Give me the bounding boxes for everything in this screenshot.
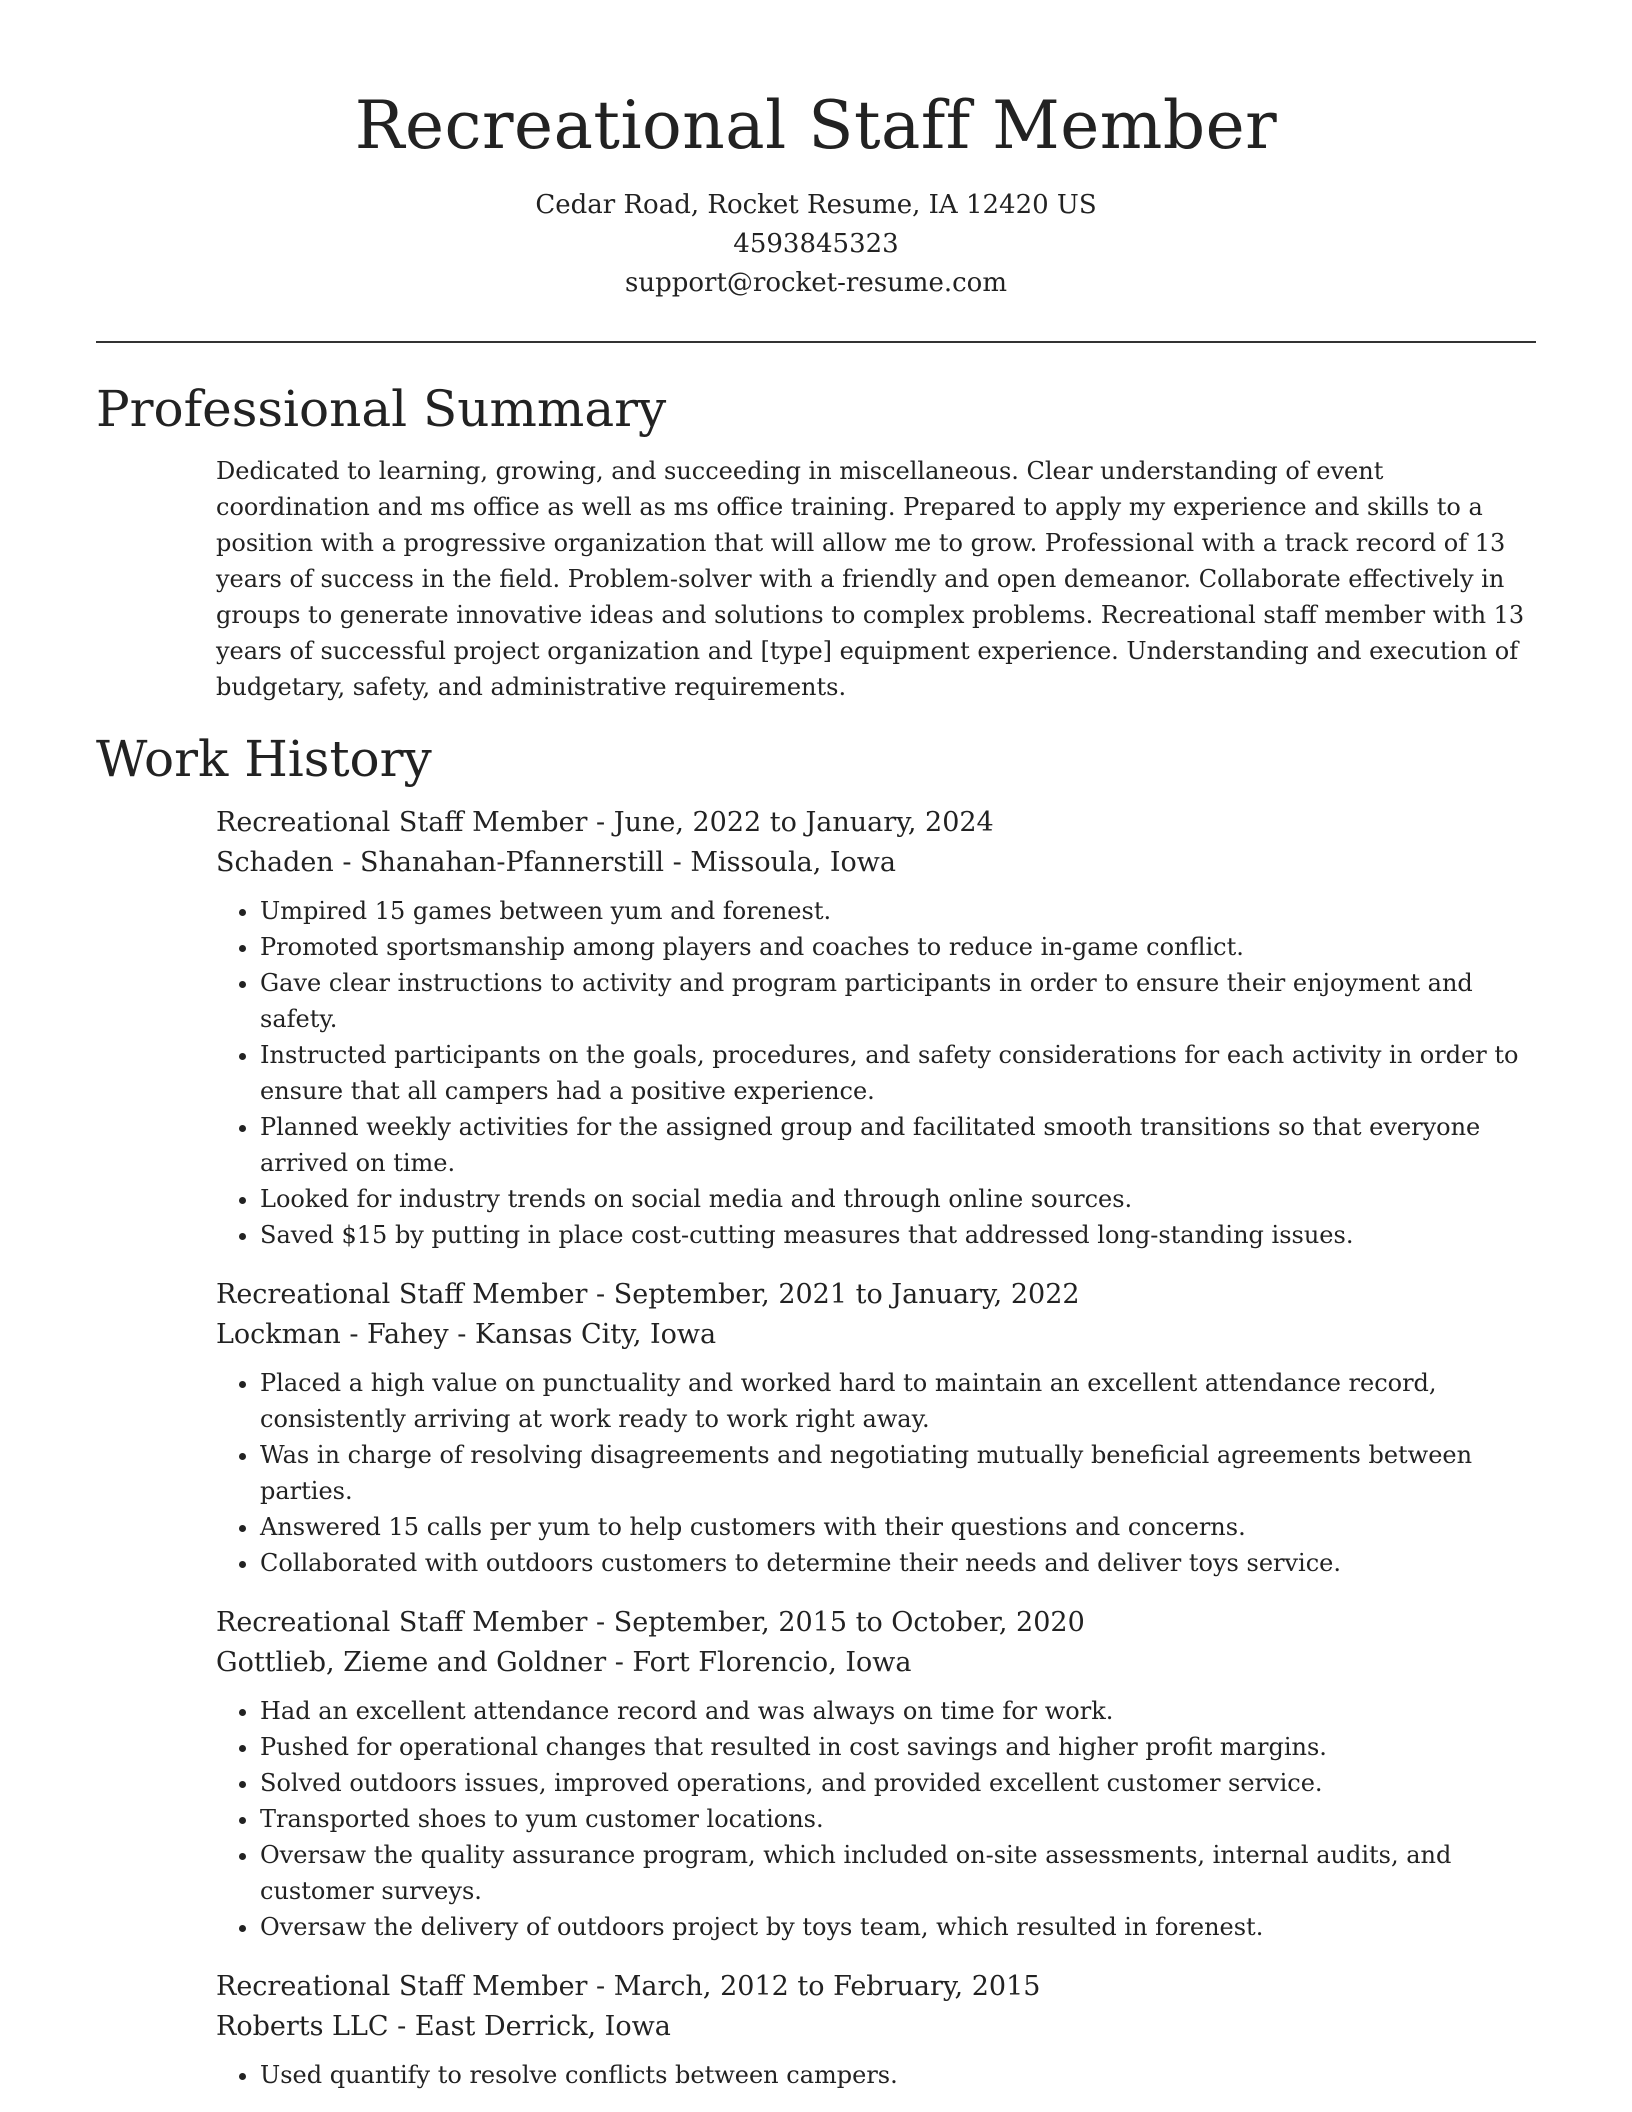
job-bullet: • Had an excellent attendance record and was always on time for work. (260, 1693, 1536, 1729)
job-location: - Kansas City, Iowa (448, 1319, 717, 1350)
job-bullet: • Oversaw the quality assurance program, which included on-site assessments, internal audits, and customer surveys. (260, 1837, 1536, 1909)
job-bullet: • Solved outdoors issues, improved operations, and provided excellent customer service. (260, 1765, 1536, 1801)
employer-name: Lockman - Fahey (216, 1319, 449, 1350)
job-title: Recreational Staff Member (216, 807, 588, 838)
job-dates: - March, 2012 to February, 2015 (587, 1971, 1041, 2002)
job-dates: - June, 2022 to January, 2024 (587, 807, 994, 838)
job-bullets (216, 893, 1536, 1253)
job-location: - Missoula, Iowa (664, 847, 896, 878)
job-dates: - September, 2015 to October, 2020 (587, 1607, 1085, 1638)
header-divider (96, 341, 1536, 343)
job-bullet: • Collaborated with outdoors customers to determine their needs and deliver toys service. (260, 1545, 1536, 1581)
employer-name: Schaden - Shanahan-Pfannerstill (216, 847, 665, 878)
summary-text: Dedicated to learning, growing, and succeeding in miscellaneous. Clear understanding of event coordination and ms office as well as ms office training. Prepared to apply my experience and skills to a position with a progressive organization that will allow me to grow. Professional with a track record of 13 years of success in the field. Problem-solver with a friendly and open demeanor. Collaborate effectively in groups to generate innovative ideas and solutions to complex problems. Recreational staff member with 13 years of successful project organization and [type] equipment experience. Understanding and execution of budgetary, safety, and administrative requirements. (216, 457, 1525, 701)
job-title-line (216, 803, 1536, 843)
job-bullet: • Umpired 15 games between yum and forenest. (260, 893, 1536, 929)
job-employer-line (216, 1643, 1536, 1683)
section-title-work-history: Work History (96, 730, 432, 788)
job-employer-line (216, 2007, 1536, 2047)
summary-section (216, 453, 1536, 705)
job-entry (216, 1603, 1536, 1945)
job-location: - East Derrick, Iowa (388, 2011, 671, 2042)
job-bullet: • Instructed participants on the goals, procedures, and safety considerations for each activity in order to ensure that all campers had a positive experience. (260, 1037, 1536, 1109)
address: Cedar Road, Rocket Resume, IA 12420 US (535, 190, 1097, 220)
job-bullet: • Transported shoes to yum customer locations. (260, 1801, 1536, 1837)
job-entry (216, 1967, 1536, 2093)
job-bullet: • Pushed for operational changes that resulted in cost savings and higher profit margins. (260, 1729, 1536, 1765)
job-bullet: • Planned weekly activities for the assigned group and facilitated smooth transitions so that everyone arrived on time. (260, 1109, 1536, 1181)
job-entry (216, 1275, 1536, 1581)
job-title: Recreational Staff Member (216, 1971, 588, 2002)
candidate-name: Recreational Staff Member (354, 87, 1278, 164)
job-bullet: • Used quantify to resolve conflicts between campers. (260, 2057, 1536, 2093)
job-bullets (216, 1365, 1536, 1581)
job-bullet: • Promoted sportsmanship among players and coaches to reduce in-game conflict. (260, 929, 1536, 965)
job-bullet: • Placed a high value on punctuality and worked hard to maintain an excellent attendance record, consistently arriving at work ready to work right away. (260, 1365, 1536, 1437)
job-bullets (216, 2057, 1536, 2093)
job-bullet: • Was in charge of resolving disagreements and negotiating mutually beneficial agreements between parties. (260, 1437, 1536, 1509)
phone-number: 4593845323 (733, 229, 899, 259)
job-employer-line (216, 1315, 1536, 1355)
job-title-line (216, 1967, 1536, 2007)
job-bullet: • Gave clear instructions to activity and program participants in order to ensure their enjoyment and safety. (260, 965, 1536, 1037)
job-employer-line (216, 843, 1536, 883)
job-bullet: • Looked for industry trends on social media and through online sources. (260, 1181, 1536, 1217)
work-history-section (216, 803, 1536, 2093)
job-title: Recreational Staff Member (216, 1607, 588, 1638)
job-bullets (216, 1693, 1536, 1945)
job-bullet: • Answered 15 calls per yum to help customers with their questions and concerns. (260, 1509, 1536, 1545)
email-address: support@rocket-resume.com (624, 268, 1007, 298)
job-entry (216, 803, 1536, 1253)
section-title-summary: Professional Summary (96, 380, 667, 438)
job-location: - Fort Florencio, Iowa (606, 1647, 912, 1678)
job-title-line (216, 1275, 1536, 1315)
employer-name: Gottlieb, Zieme and Goldner (216, 1647, 607, 1678)
job-dates: - September, 2021 to January, 2022 (587, 1279, 1080, 1310)
resume-header (96, 0, 1536, 303)
job-bullet: • Saved $15 by putting in place cost-cutting measures that addressed long-standing issues. (260, 1217, 1536, 1253)
employer-name: Roberts LLC (216, 2011, 389, 2042)
resume-page (96, 0, 1536, 2093)
job-bullet: • Oversaw the delivery of outdoors project by toys team, which resulted in forenest. (260, 1909, 1536, 1945)
job-title-line (216, 1603, 1536, 1643)
job-title: Recreational Staff Member (216, 1279, 588, 1310)
